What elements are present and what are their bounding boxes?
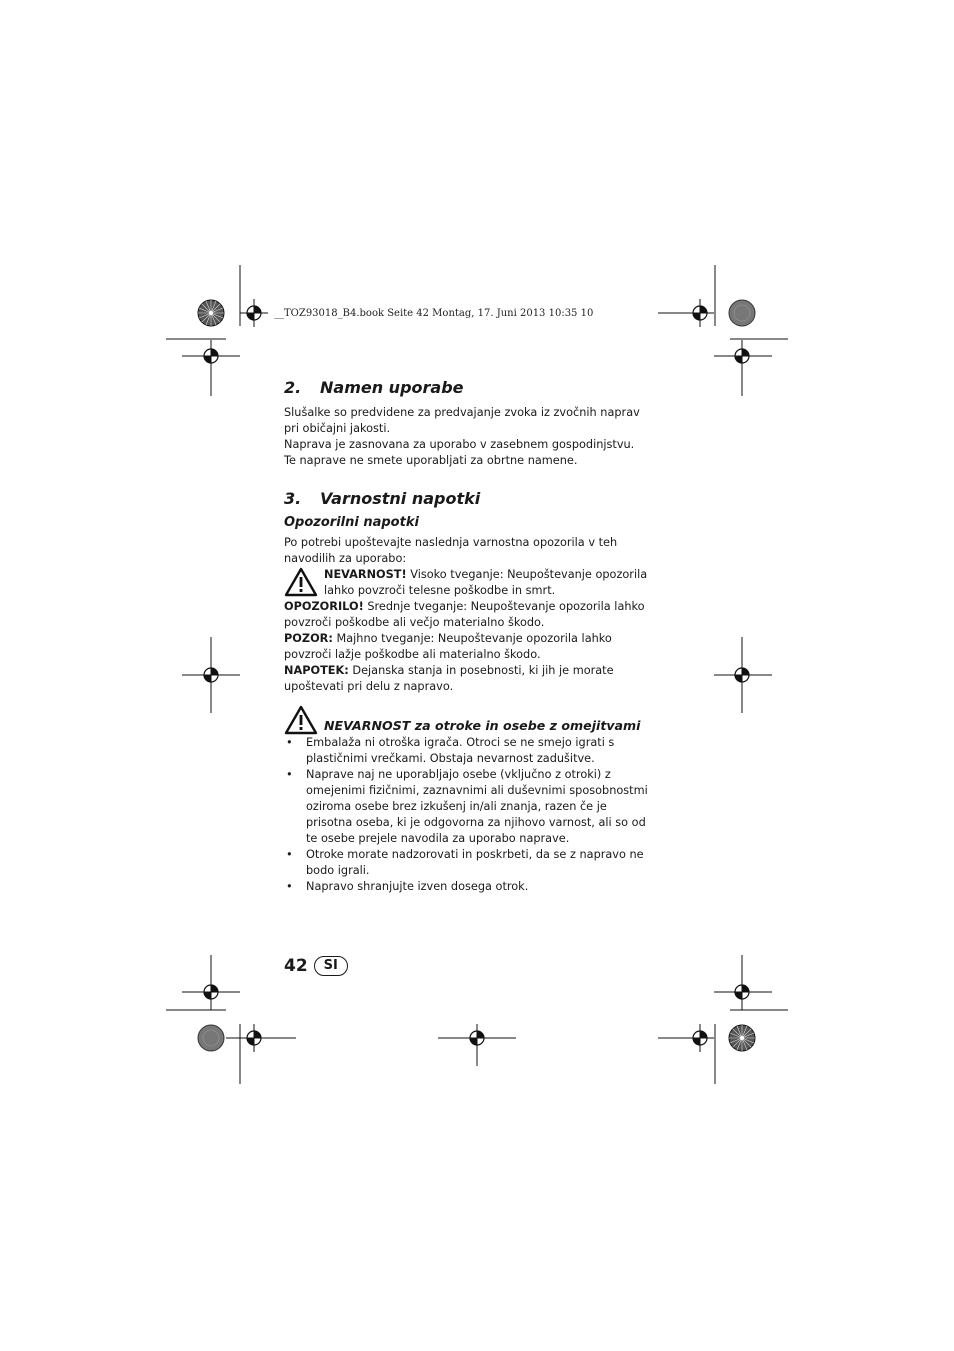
section-3-title: Varnostni napotki (320, 489, 481, 508)
list-item: • Naprave naj ne uporabljajo osebe (vključno z otroki) z omejenimi fizičnimi, zaznavnimi ali duševnimi sposobnostmi oziroma osebe brez izkušenj in/ali znanja, razen če je prisotna oseba, ki je odgovorna za njihovo varnost, ali so od te osebe prejele navodila za uporabo naprave. (286, 768, 648, 845)
page-footer (284, 956, 348, 976)
list-item: • Embalaža ni otroška igrača. Otroci se ne smejo igrati s plastičnimi vrečkami. Obstaja nevarnost zadušitve. (286, 736, 615, 765)
warnings-intro: Po potrebi upoštevajte naslednja varnostna opozorila v teh navodilih za uporabo: (284, 536, 618, 565)
children-danger-heading (284, 705, 648, 735)
warning-triangle-icon (284, 567, 318, 597)
children-danger-title: NEVARNOST za otroke in osebe z omejitvami (324, 718, 641, 733)
warnings-subtitle: Opozorilni napotki (284, 515, 419, 530)
list-item: • Napravo shranjujte izven dosega otrok. (286, 880, 529, 893)
section-2-paragraph-2: Naprava je zasnovana za uporabo v zasebnem gospodinjstvu. Te naprave ne smete uporabljati za obrtne namene. (284, 438, 635, 467)
print-file-info: __TOZ93018_B4.book Seite 42 Montag, 17. Juni 2013 10:35 10 (274, 308, 594, 319)
note-notice: NAPOTEK: Dejanska stanja in posebnosti, ki jih je morate upoštevati pri delu z napravo. (284, 664, 614, 693)
section-2-number: 2. (284, 378, 302, 397)
page-content (284, 376, 648, 895)
section-3-heading (284, 487, 648, 511)
caution-notice: POZOR: Majhno tveganje: Neupoštevanje opozorila lahko povzroči lažje poškodbe ali materialno škodo. (284, 632, 612, 661)
danger-text: NEVARNOST! Visoko tveganje: Neupoštevanje opozorila lahko povzroči telesne poškodbe in smrt. (324, 568, 648, 597)
safety-bullet-list (284, 735, 648, 895)
language-badge: SI (314, 956, 348, 976)
section-2-heading (284, 376, 648, 400)
section-2-title: Namen uporabe (320, 378, 464, 397)
section-3-number: 3. (284, 489, 302, 508)
list-item: • Otroke morate nadzorovati in poskrbeti, da se z napravo ne bodo igrali. (286, 848, 644, 877)
warning-notice: OPOZORILO! Srednje tveganje: Neupoštevanje opozorila lahko povzroči poškodbe ali večjo materialno škodo. (284, 600, 645, 629)
warning-triangle-icon (284, 705, 318, 735)
page-number: 42 (284, 956, 308, 976)
note-label: NAPOTEK: (284, 664, 349, 677)
section-2-paragraph-1: Slušalke so predvidene za predvajanje zvoka iz zvočnih naprav pri običajni jakosti. (284, 406, 640, 435)
danger-notice (284, 567, 648, 599)
caution-label: POZOR: (284, 632, 333, 645)
warning-label: OPOZORILO! (284, 600, 364, 613)
danger-label: NEVARNOST! (324, 568, 407, 581)
